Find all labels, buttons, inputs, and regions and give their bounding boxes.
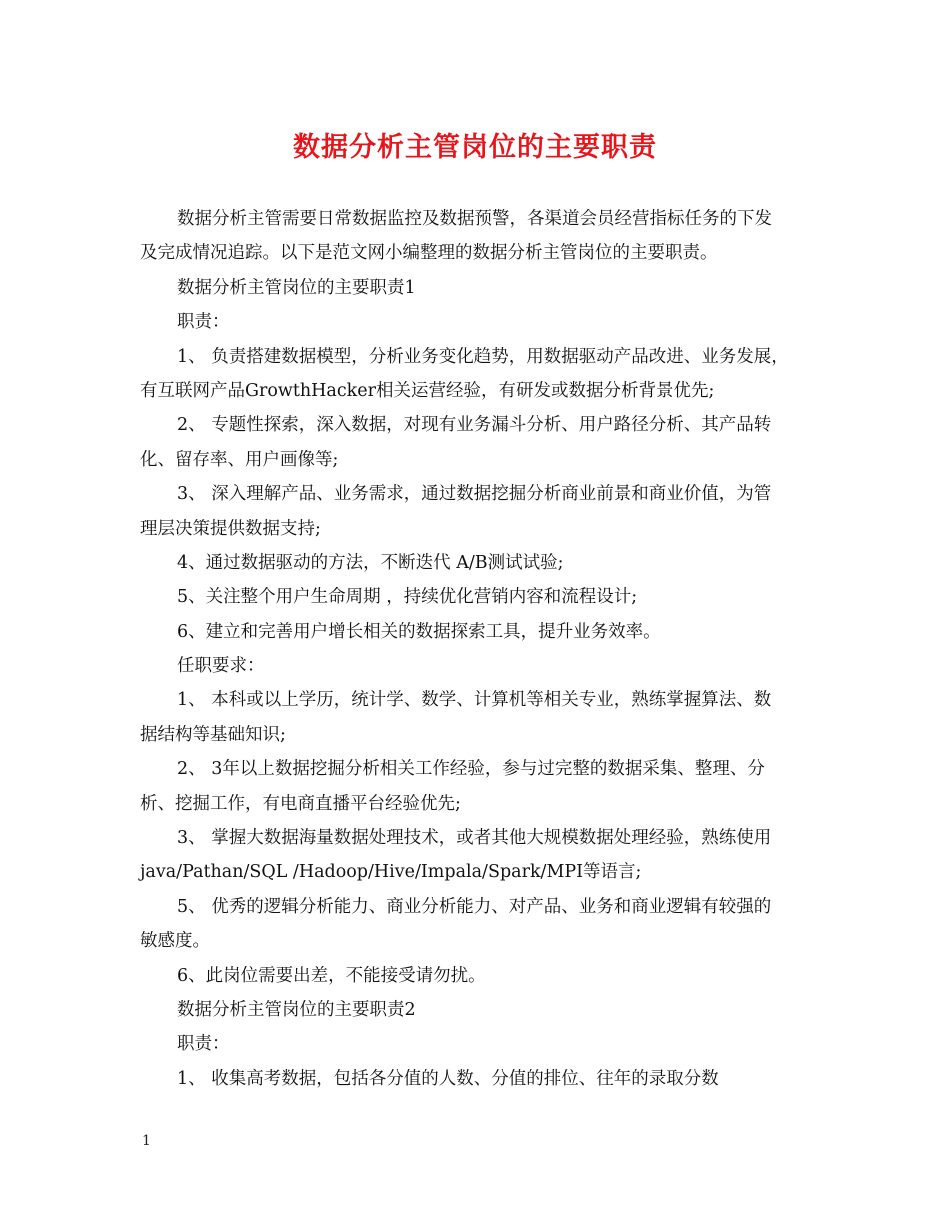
list-item-line: 析、挖掘工作，有电商直播平台经验优先; — [140, 793, 461, 814]
subsection-heading: 任职要求： — [177, 656, 265, 677]
subsection-heading: 职责： — [177, 1034, 230, 1055]
list-item-line: 1、 本科或以上学历，统计学、数学、计算机等相关专业，熟练掌握算法、数 — [177, 690, 772, 711]
section-heading: 数据分析主管岗位的主要职责2 — [177, 999, 416, 1020]
list-item-line: 2、 专题性探索，深入数据，对现有业务漏斗分析、用户路径分析、其产品转 — [177, 415, 772, 436]
list-item-line: 有互联网产品GrowthHacker相关运营经验，有研发或数据分析背景优先; — [140, 380, 715, 401]
list-item-line: 6、建立和完善用户增长相关的数据探索工具，提升业务效率。 — [177, 621, 661, 642]
list-item-line: 据结构等基础知识; — [140, 724, 286, 745]
list-item-line: 3、 深入理解产品、业务需求，通过数据挖掘分析商业前景和商业价值，为管 — [177, 484, 772, 505]
paragraph-line: 数据分析主管需要日常数据监控及数据预警，各渠道会员经营指标任务的下发 — [177, 209, 772, 229]
list-item-line: 6、此岗位需要出差，不能接受请勿扰。 — [177, 965, 486, 986]
list-item-line: 1、 收集高考数据，包括各分值的人数、分值的排位、往年的录取分数 — [177, 1068, 719, 1089]
subsection-heading: 职责： — [177, 312, 230, 333]
list-item-line: 5、 优秀的逻辑分析能力、商业分析能力、对产品、业务和商业逻辑有较强的 — [177, 896, 772, 917]
list-item-line: 5、关注整个用户生命周期 ，持续优化营销内容和流程设计; — [177, 587, 638, 608]
list-item-line: 敏感度。 — [140, 931, 210, 952]
list-item-line: 1、 负责搭建数据模型，分析业务变化趋势，用数据驱动产品改进、业务发展， — [177, 346, 789, 367]
list-item-line: 2、 3年以上数据挖掘分析相关工作经验，参与过完整的数据采集、整理、分 — [177, 759, 765, 780]
list-item-line: 3、 掌握大数据海量数据处理技术，或者其他大规模数据处理经验，熟练使用 — [177, 828, 772, 849]
section-heading: 数据分析主管岗位的主要职责1 — [177, 277, 416, 298]
paragraph-line: 及完成情况追踪。以下是范文网小编整理的数据分析主管岗位的主要职责。 — [140, 243, 718, 264]
list-item-line: 理层决策提供数据支持; — [140, 518, 321, 539]
document-body — [140, 202, 812, 1096]
list-item-line: 化、留存率、用户画像等; — [140, 449, 339, 470]
list-item-line: java/Pathan/SQL /Hadoop/Hive/Impala/Spark/MPI等语言; — [140, 862, 642, 883]
page-number: 1 — [142, 1133, 151, 1149]
document-title: 数据分析主管岗位的主要职责 — [293, 132, 657, 163]
list-item-line: 4、通过数据驱动的方法，不断迭代 A/B测试试验; — [177, 552, 564, 573]
